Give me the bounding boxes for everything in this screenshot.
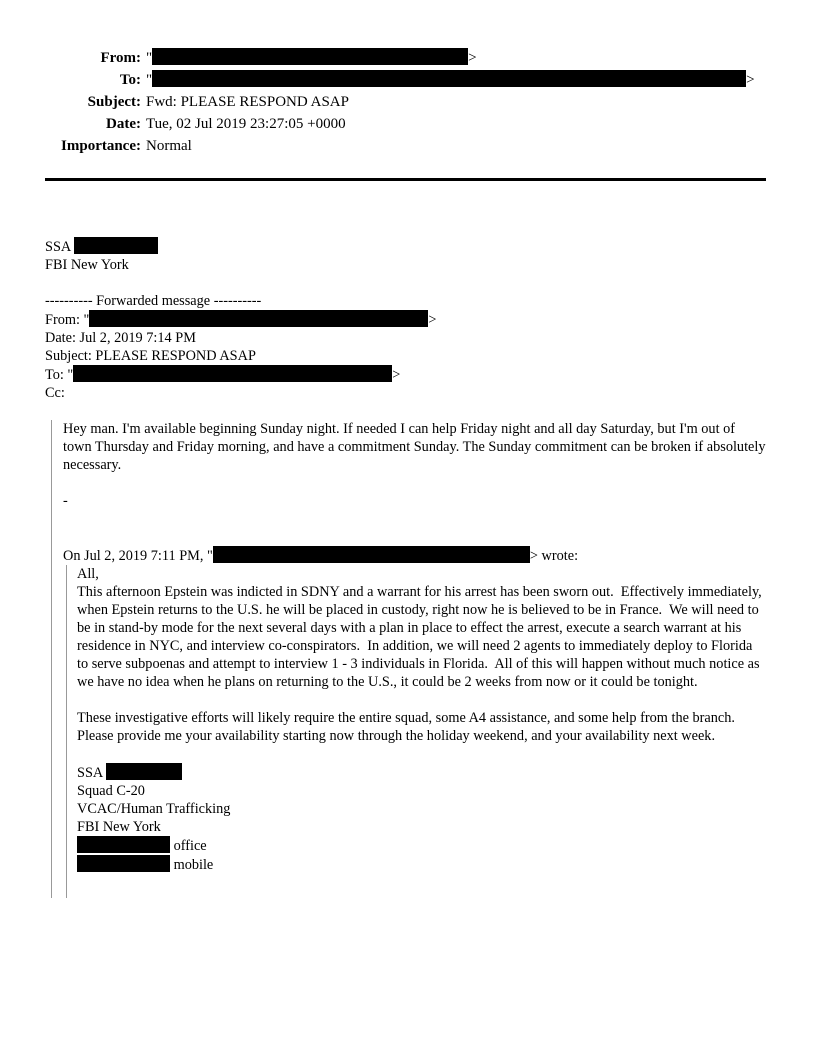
original-paragraph-1: This afternoon Epstein was indicted in SDNY and a warrant for his arrest has been sworn out. Effectively immediately, when Epstein returns to the U.S. he will be placed in custody, right now he is believed to be in France. We will need to be in stand-by mode for the next several days with a plan in place to effect the arrest, execute a search warrant at his residence in NYC, and interview co-conspirators. In addition, we will need 2 agents to immediately deploy to Florida to serve subpoenas and attempt to interview 1 - 3 individuals in Florida. All of this will happen without much notice as we have no idea when he plans on returning to the U.S., it could be 2 weeks from now or it could be tonight. <box>77 584 766 690</box>
attribution-line <box>63 546 766 565</box>
forwarded-from-line <box>45 310 766 329</box>
quoted-reply-block <box>51 420 770 898</box>
attribution-suffix: > wrote: <box>529 548 579 564</box>
redaction-bar <box>89 310 428 327</box>
email-body <box>45 237 770 898</box>
forwarded-subject-line: Subject: PLEASE RESPOND ASAP <box>45 348 256 364</box>
date-value: Tue, 02 Jul 2019 23:27:05 +0000 <box>146 116 346 132</box>
angle-bracket: > <box>468 50 477 66</box>
forwarded-date-line: Date: Jul 2, 2019 7:14 PM <box>45 330 196 346</box>
redaction-bar <box>73 365 392 382</box>
mobile-label: mobile <box>170 857 214 873</box>
forwarded-from-prefix: From: " <box>45 312 90 328</box>
spacer <box>63 528 766 546</box>
header-subject-row <box>45 91 766 113</box>
redaction-bar <box>106 763 182 780</box>
subject-value: Fwd: PLEASE RESPOND ASAP <box>146 94 349 110</box>
header-date-row <box>45 113 766 135</box>
importance-label: Importance: <box>61 138 141 154</box>
redaction-bar <box>152 70 746 87</box>
salutation-line: All, <box>77 566 99 582</box>
forwarded-to-prefix: To: " <box>45 367 74 383</box>
forwarded-divider: ---------- Forwarded message ---------- <box>45 293 262 309</box>
from-label: From: <box>100 50 141 66</box>
forwarded-cc-line: Cc: <box>45 385 65 401</box>
signature-office-line <box>77 836 766 855</box>
office-label: office <box>170 838 207 854</box>
forwarded-to-line <box>45 365 766 384</box>
to-label: To: <box>119 72 141 88</box>
angle-bracket: > <box>392 367 401 383</box>
spacer <box>77 874 766 898</box>
signature-unit-line: VCAC/Human Trafficking <box>77 801 231 817</box>
open-quote: " <box>146 50 153 66</box>
sender-org-line: FBI New York <box>45 257 129 273</box>
redaction-bar <box>77 836 170 853</box>
angle-bracket: > <box>428 312 437 328</box>
header-to-row <box>45 69 766 91</box>
spacer <box>63 510 766 528</box>
open-quote: " <box>146 72 153 88</box>
header-from-row <box>45 47 766 69</box>
sender-ssa-line <box>45 237 766 256</box>
spacer <box>45 274 766 292</box>
original-paragraph-2: These investigative efforts will likely require the entire squad, some A4 assistance, and some help from the branch. Please provide me your availability starting now through the holiday weekend, and your availability next week. <box>77 710 743 744</box>
redaction-bar <box>213 546 530 563</box>
signature-ssa-line <box>77 763 766 782</box>
ssa-prefix: SSA <box>77 765 107 781</box>
spacer <box>77 745 766 763</box>
date-label: Date: <box>106 116 141 132</box>
importance-value: Normal <box>146 138 192 154</box>
from-value <box>146 47 477 69</box>
ssa-prefix: SSA <box>45 239 75 255</box>
to-value <box>146 69 755 91</box>
signature-mobile-line <box>77 855 766 874</box>
redaction-bar <box>74 237 158 254</box>
header-importance-row <box>45 135 766 157</box>
spacer <box>63 474 766 492</box>
header-divider-rule <box>45 178 766 181</box>
redaction-bar <box>152 48 468 65</box>
reply-dash-line: - <box>63 493 68 509</box>
signature-squad-line: Squad C-20 <box>77 783 145 799</box>
quoted-original-block <box>66 565 766 898</box>
reply-paragraph: Hey man. I'm available beginning Sunday night. If needed I can help Friday night and all day Saturday, but I'm out of town Thursday and Friday morning, and have a commitment Sunday. The Sunday commitment can be broken if absolutely necessary. <box>63 421 770 473</box>
angle-bracket: > <box>746 72 755 88</box>
attribution-prefix: On Jul 2, 2019 7:11 PM, " <box>63 548 213 564</box>
email-header <box>45 47 766 157</box>
redaction-bar <box>77 855 170 872</box>
subject-label: Subject: <box>87 94 141 110</box>
spacer <box>77 691 766 709</box>
signature-org-line: FBI New York <box>77 819 161 835</box>
